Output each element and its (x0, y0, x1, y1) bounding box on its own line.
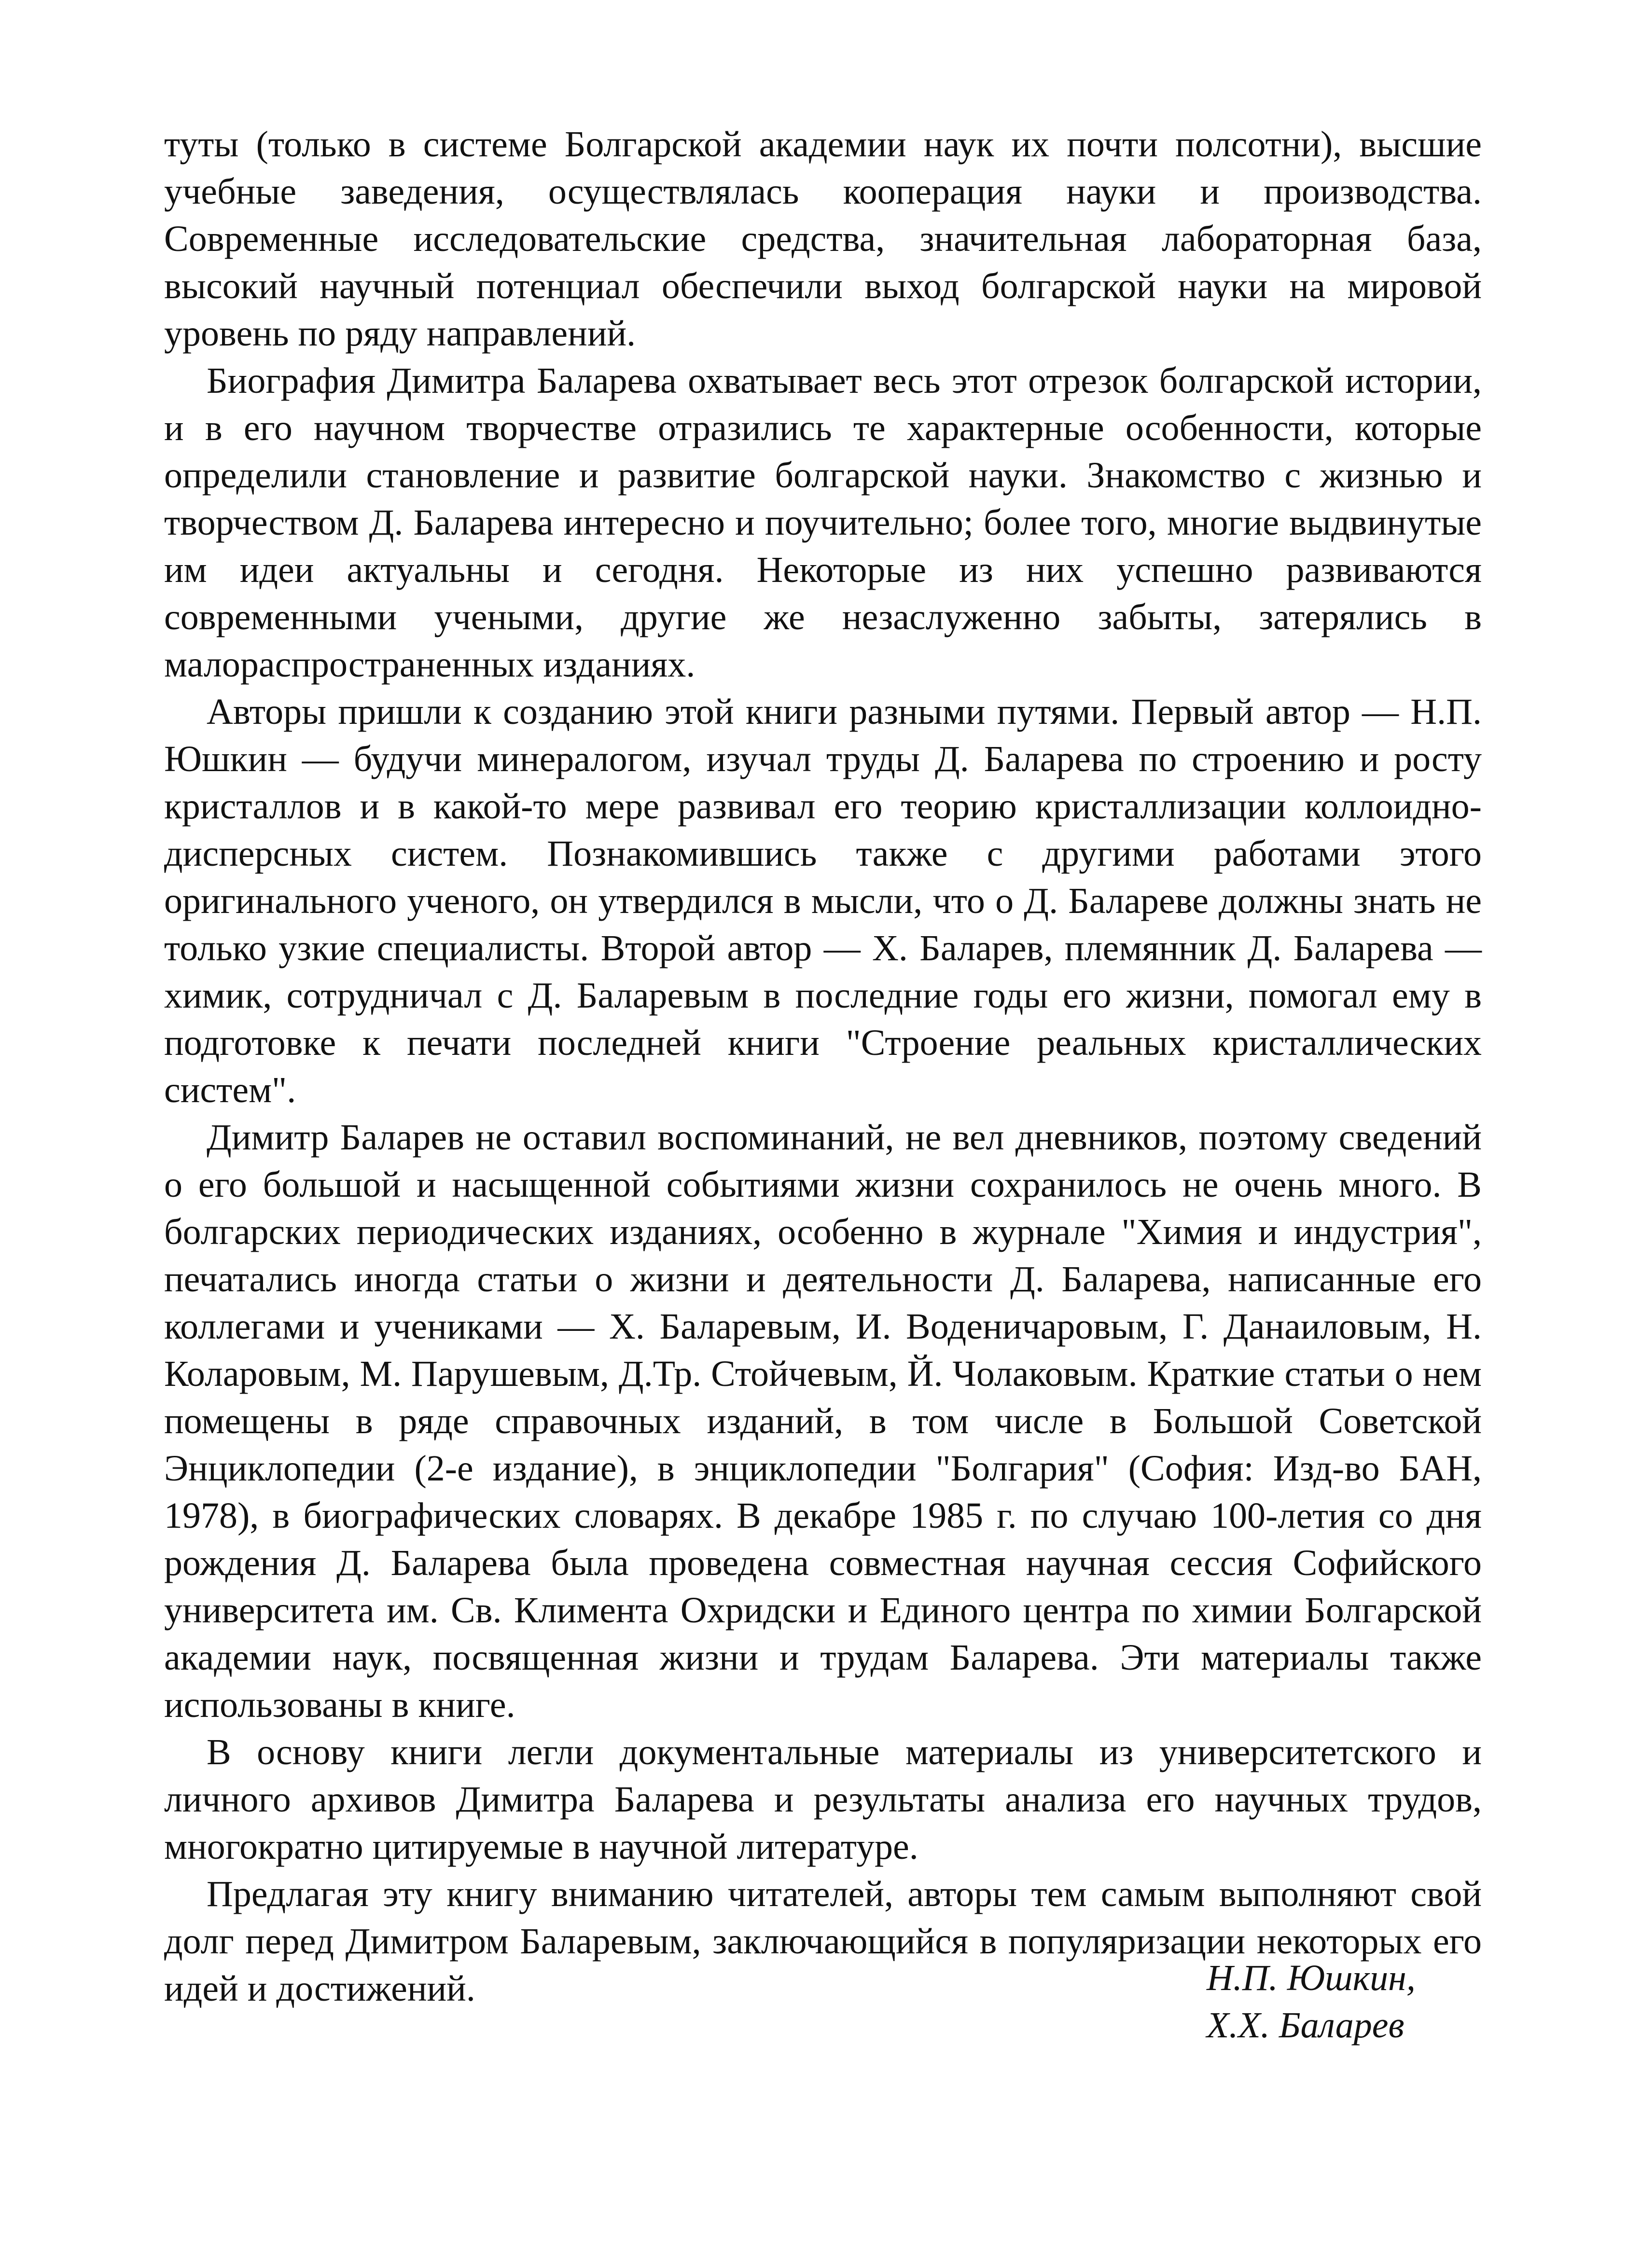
paragraph-biography: Биография Димитра Баларева охватывает весь этот отрезок болгарской истории, и в его научном творчестве отразились те характерные особенности, которые определили становление и развитие болгарской науки. Знакомство с жизнью и творчеством Д. Баларева интересно и поучительно; более того, многие выдвинутые им идеи актуальны и сегодня. Некоторые из них успешно развиваются современными учеными, другие же незаслуженно забыты, затерялись в малораспространенных изданиях. (164, 360, 1482, 685)
signature-line-1: Н.П. Юшкин, (1207, 1958, 1416, 1998)
paragraph-archives: В основу книги легли документальные материалы из университетского и личного архивов Димитра Баларева и результаты анализа его научных трудов, многократно цитируемые в научной литературе. (164, 1732, 1482, 1867)
paragraph-closing: Предлагая эту книгу вниманию читателей, авторы тем самым выполняют свой долг перед Димитром Баларевым, заключающийся в популяризации некоторых его идей и достижений. (164, 1874, 1482, 2009)
page-text (164, 121, 1482, 2012)
paragraph-authors: Авторы пришли к созданию этой книги разными путями. Первый автор — Н.П. Юшкин — будучи минералогом, изучал труды Д. Баларева по строению и росту кристаллов и в какой-то мере развивал его теорию кристаллизации коллоидно-дисперсных систем. Познакомившись также с другими работами этого оригинального ученого, он утвердился в мысли, что о Д. Балареве должны знать не только узкие специалисты. Второй автор — Х. Баларев, племянник Д. Баларева — химик, сотрудничал с Д. Баларевым в последние годы его жизни, помогал ему в подготовке к печати последней книги "Строение реальных кристаллических систем". (164, 691, 1482, 1110)
signature-line-2: Х.Х. Баларев (1207, 2005, 1405, 2046)
paragraph-continuation: туты (только в системе Болгарской академии наук их почти полсотни), высшие учебные заведения, осуществлялась кооперация науки и производства. Современные исследовательские средства, значительная лабораторная база, высокий научный потенциал обеспечили выход болгарской науки на мировой уровень по ряду направлений. (164, 124, 1482, 354)
paragraph-sources: Димитр Баларев не оставил воспоминаний, не вел дневников, поэтому сведений о его большой и насыщенной событиями жизни сохранилось не очень много. В болгарских периодических изданиях, особенно в журнале "Химия и индустрия", печатались иногда статьи о жизни и деятельности Д. Баларева, написанные его коллегами и учениками — Х. Баларевым, И. Воденичаровым, Г. Данаиловым, Н. Коларовым, М. Парушевым, Д.Тр. Стойчевым, Й. Чолаковым. Краткие статьи о нем помещены в ряде справочных изданий, в том числе в Большой Советской Энциклопедии (2-е издание), в энциклопедии "Болгария" (София: Изд-во БАН, 1978), в биографических словарях. В декабре 1985 г. по случаю 100-летия со дня рождения Д. Баларева была проведена совместная научная сессия Софийского университета им. Св. Климента Охридски и Единого центра по химии Болгарской академии наук, посвященная жизни и трудам Баларева. Эти материалы также использованы в книге. (164, 1117, 1482, 1725)
author-signature (1207, 1954, 1496, 2049)
